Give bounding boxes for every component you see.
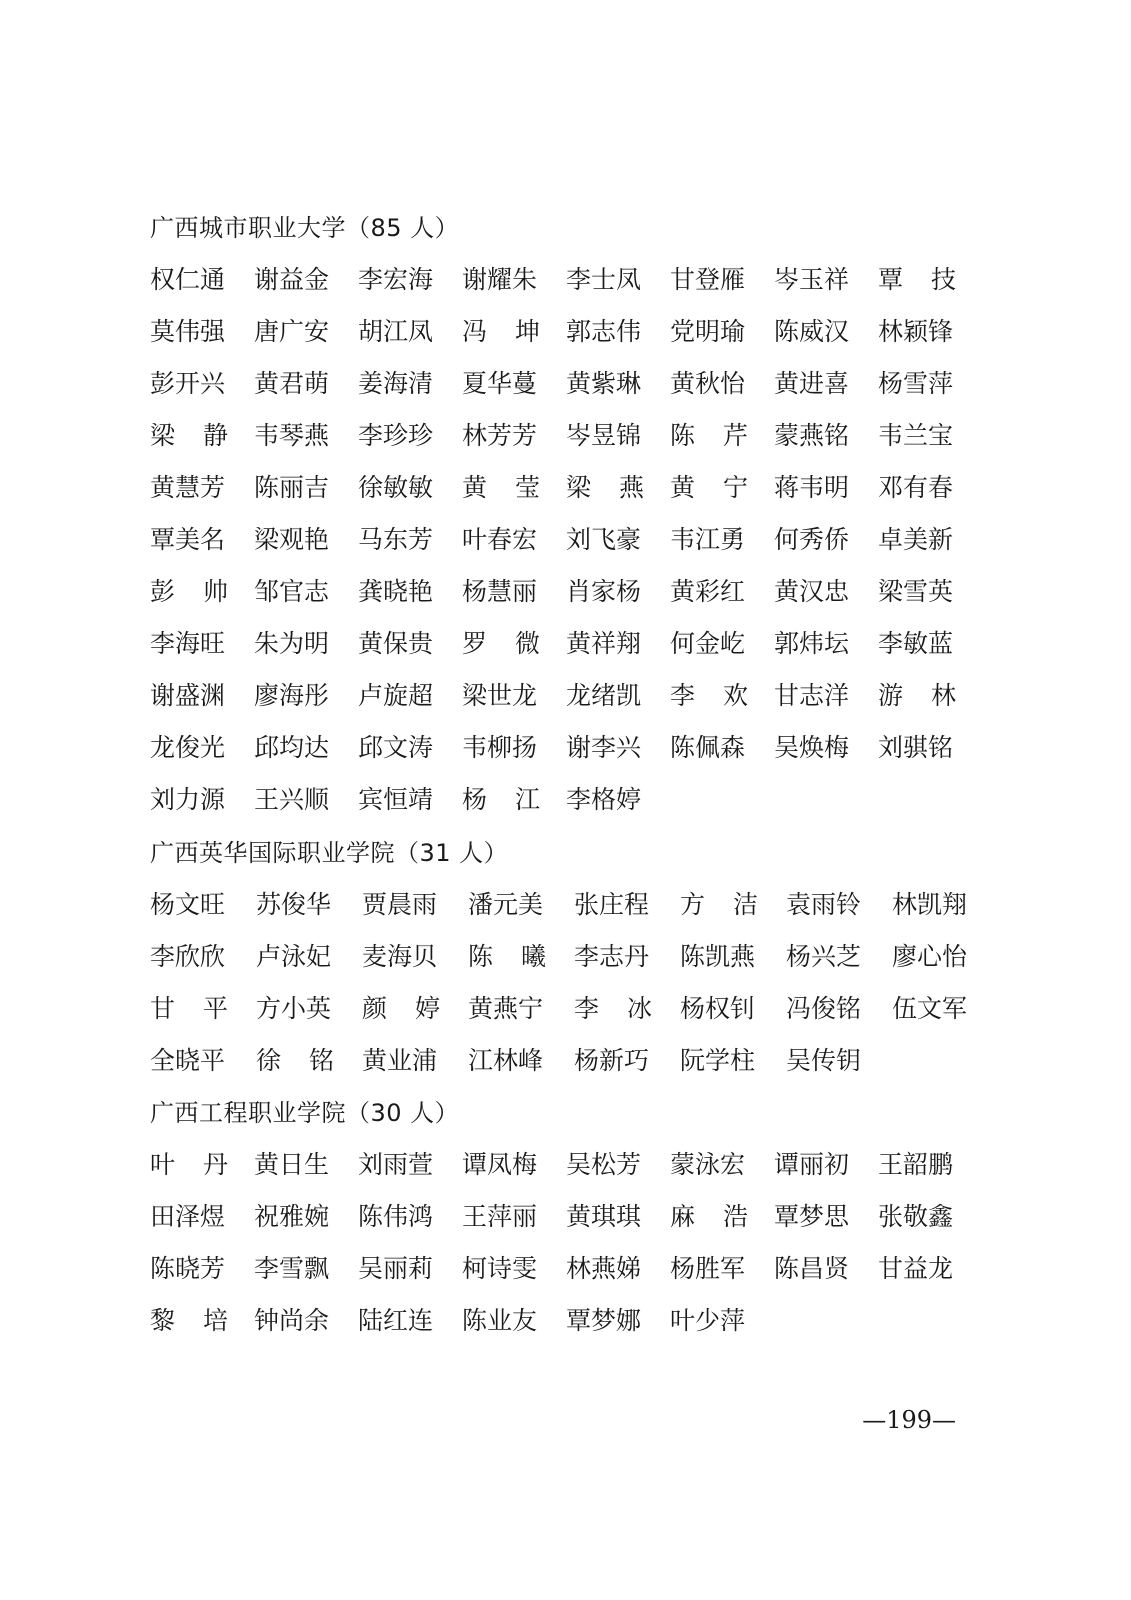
person-name: 廖心怡 <box>892 942 968 971</box>
person-name: 姜海清 <box>358 369 434 398</box>
person-name: 谭凤梅 <box>462 1150 538 1179</box>
person-name: 吴丽莉 <box>358 1254 434 1283</box>
person-name: 邹官志 <box>254 577 330 606</box>
person-name: 罗 微 <box>462 629 540 658</box>
person-name: 刘飞豪 <box>566 525 642 554</box>
person-name: 谭丽初 <box>774 1150 850 1179</box>
person-name: 黄紫琳 <box>566 369 642 398</box>
person-name: 黄汉忠 <box>774 577 850 606</box>
person-name: 徐敏敏 <box>358 473 434 502</box>
person-name: 韦兰宝 <box>878 421 954 450</box>
section-title: 广西城市职业大学（85 人） <box>150 214 460 242</box>
person-name: 叶少萍 <box>670 1306 746 1335</box>
person-name: 黄 莹 <box>462 473 540 502</box>
person-name: 黄琪琪 <box>566 1202 642 1231</box>
person-name: 李欣欣 <box>150 942 226 971</box>
person-name: 覃梦娜 <box>566 1306 642 1335</box>
person-name: 肖家杨 <box>566 577 642 606</box>
person-name: 李海旺 <box>150 629 226 658</box>
person-name: 陈昌贤 <box>774 1254 850 1283</box>
person-name: 龙绪凯 <box>566 681 642 710</box>
section-guangxi-city-vocational-university <box>150 202 1010 826</box>
person-name: 黄祥翔 <box>566 629 642 658</box>
person-name: 李敏蓝 <box>878 629 954 658</box>
person-name: 莫伟强 <box>150 317 226 346</box>
person-name: 李珍珍 <box>358 421 434 450</box>
person-name: 韦琴燕 <box>254 421 330 450</box>
person-name: 杨新巧 <box>574 1046 650 1075</box>
person-name: 刘力源 <box>150 785 226 814</box>
person-name: 黎 培 <box>150 1306 228 1335</box>
person-name: 甘志洋 <box>774 681 850 710</box>
person-name: 谢益金 <box>254 265 330 294</box>
person-name: 江林峰 <box>468 1046 544 1075</box>
person-name: 叶 丹 <box>150 1150 228 1179</box>
person-name: 袁雨铃 <box>786 890 862 919</box>
person-name: 陈伟鸿 <box>358 1202 434 1231</box>
person-name: 宾恒靖 <box>358 785 434 814</box>
person-name: 黄日生 <box>254 1150 330 1179</box>
person-name: 陈威汉 <box>774 317 850 346</box>
person-name: 权仁通 <box>150 265 226 294</box>
person-name: 陈凯燕 <box>680 942 756 971</box>
person-name: 谢耀朱 <box>462 265 538 294</box>
person-name: 彭 帅 <box>150 577 228 606</box>
person-name: 林颖锋 <box>878 317 954 346</box>
person-name: 谢盛渊 <box>150 681 226 710</box>
person-name: 梁 静 <box>150 421 228 450</box>
person-name: 梁 燕 <box>566 473 644 502</box>
person-name: 陈业友 <box>462 1306 538 1335</box>
person-name: 李志丹 <box>574 942 650 971</box>
person-name: 冯俊铭 <box>786 994 862 1023</box>
person-name: 刘骐铭 <box>878 733 954 762</box>
person-name: 彭开兴 <box>150 369 226 398</box>
person-name: 梁雪英 <box>878 577 954 606</box>
person-name: 杨慧丽 <box>462 577 538 606</box>
person-name: 张敬鑫 <box>878 1202 954 1231</box>
person-name: 黄慧芳 <box>150 473 226 502</box>
person-name: 林芳芳 <box>462 421 538 450</box>
person-name: 吴焕梅 <box>774 733 850 762</box>
person-name: 朱为明 <box>254 629 330 658</box>
person-name: 刘雨萱 <box>358 1150 434 1179</box>
person-name: 贾晨雨 <box>362 890 438 919</box>
person-name: 李 欢 <box>670 681 748 710</box>
person-name: 陈佩森 <box>670 733 746 762</box>
person-name: 岑昱锦 <box>566 421 642 450</box>
person-name: 杨权钊 <box>680 994 756 1023</box>
person-name: 黄进喜 <box>774 369 850 398</box>
person-name: 卢泳妃 <box>256 942 332 971</box>
person-name: 梁观艳 <box>254 525 330 554</box>
person-name: 王萍丽 <box>462 1202 538 1231</box>
person-name: 卢旋超 <box>358 681 434 710</box>
person-name: 颜 婷 <box>362 994 440 1023</box>
person-name: 覃 技 <box>878 265 956 294</box>
person-name: 胡江凤 <box>358 317 434 346</box>
person-name: 潘元美 <box>468 890 544 919</box>
person-name: 马东芳 <box>358 525 434 554</box>
person-name: 邱均达 <box>254 733 330 762</box>
person-name: 甘 平 <box>150 994 228 1023</box>
person-name: 李雪飘 <box>254 1254 330 1283</box>
person-name: 韦柳扬 <box>462 733 538 762</box>
person-name: 陆红连 <box>358 1306 434 1335</box>
person-name: 黄燕宁 <box>468 994 544 1023</box>
person-name: 林燕娣 <box>566 1254 642 1283</box>
person-name: 王兴顺 <box>254 785 330 814</box>
person-name: 谢李兴 <box>566 733 642 762</box>
person-name: 韦江勇 <box>670 525 746 554</box>
person-name: 杨 江 <box>462 785 540 814</box>
person-name: 张庄程 <box>574 890 650 919</box>
person-name: 伍文军 <box>892 994 968 1023</box>
person-name: 邱文涛 <box>358 733 434 762</box>
person-name: 杨胜军 <box>670 1254 746 1283</box>
person-name: 王韶鹏 <box>878 1150 954 1179</box>
person-name: 杨雪萍 <box>878 369 954 398</box>
person-name: 梁世龙 <box>462 681 538 710</box>
person-name: 陈晓芳 <box>150 1254 226 1283</box>
person-name: 黄保贵 <box>358 629 434 658</box>
person-name: 黄 宁 <box>670 473 748 502</box>
name-list <box>150 879 1010 1087</box>
person-name: 方 洁 <box>680 890 758 919</box>
person-name: 邓有春 <box>878 473 954 502</box>
person-name: 郭志伟 <box>566 317 642 346</box>
person-name: 李 冰 <box>574 994 652 1023</box>
person-name: 柯诗雯 <box>462 1254 538 1283</box>
person-name: 李士凤 <box>566 265 642 294</box>
person-name: 岑玉祥 <box>774 265 850 294</box>
person-name: 党明瑜 <box>670 317 746 346</box>
person-name: 冯 坤 <box>462 317 540 346</box>
person-name: 阮学柱 <box>680 1046 756 1075</box>
person-name: 李宏海 <box>358 265 434 294</box>
person-name: 卓美新 <box>878 525 954 554</box>
person-name: 吴松芳 <box>566 1150 642 1179</box>
section-guangxi-yinghua-international-vocational-college <box>150 827 1010 1087</box>
person-name: 方小英 <box>256 994 332 1023</box>
person-name: 杨文旺 <box>150 890 226 919</box>
person-name: 黄君萌 <box>254 369 330 398</box>
section-guangxi-engineering-vocational-college <box>150 1087 1010 1347</box>
person-name: 黄彩红 <box>670 577 746 606</box>
person-name: 蒙燕铭 <box>774 421 850 450</box>
page-number: —199— <box>862 1406 956 1434</box>
person-name: 何金屹 <box>670 629 746 658</box>
person-name: 陈 芹 <box>670 421 748 450</box>
name-list <box>150 1139 1010 1347</box>
person-name: 麻 浩 <box>670 1202 748 1231</box>
person-name: 蒙泳宏 <box>670 1150 746 1179</box>
person-name: 叶春宏 <box>462 525 538 554</box>
person-name: 夏华蔓 <box>462 369 538 398</box>
person-name: 覃美名 <box>150 525 226 554</box>
person-name: 杨兴芝 <box>786 942 862 971</box>
person-name: 廖海彤 <box>254 681 330 710</box>
person-name: 吴传钥 <box>786 1046 862 1075</box>
person-name: 郭炜坛 <box>774 629 850 658</box>
section-title: 广西工程职业学院（30 人） <box>150 1099 460 1127</box>
person-name: 覃梦思 <box>774 1202 850 1231</box>
person-name: 甘登雁 <box>670 265 746 294</box>
person-name: 钟尚余 <box>254 1306 330 1335</box>
person-name: 陈丽吉 <box>254 473 330 502</box>
person-name: 黄业浦 <box>362 1046 438 1075</box>
name-list <box>150 254 1010 826</box>
person-name: 李格婷 <box>566 785 642 814</box>
person-name: 游 林 <box>878 681 956 710</box>
person-name: 龙俊光 <box>150 733 226 762</box>
person-name: 田泽煜 <box>150 1202 226 1231</box>
person-name: 林凯翔 <box>892 890 968 919</box>
person-name: 陈 曦 <box>468 942 546 971</box>
person-name: 祝雅婉 <box>254 1202 330 1231</box>
person-name: 麦海贝 <box>362 942 438 971</box>
section-title: 广西英华国际职业学院（31 人） <box>150 839 509 867</box>
person-name: 唐广安 <box>254 317 330 346</box>
person-name: 苏俊华 <box>256 890 332 919</box>
person-name: 何秀侨 <box>774 525 850 554</box>
person-name: 黄秋怡 <box>670 369 746 398</box>
person-name: 全晓平 <box>150 1046 226 1075</box>
person-name: 龚晓艳 <box>358 577 434 606</box>
person-name: 徐 铭 <box>256 1046 334 1075</box>
person-name: 甘益龙 <box>878 1254 954 1283</box>
person-name: 蒋韦明 <box>774 473 850 502</box>
